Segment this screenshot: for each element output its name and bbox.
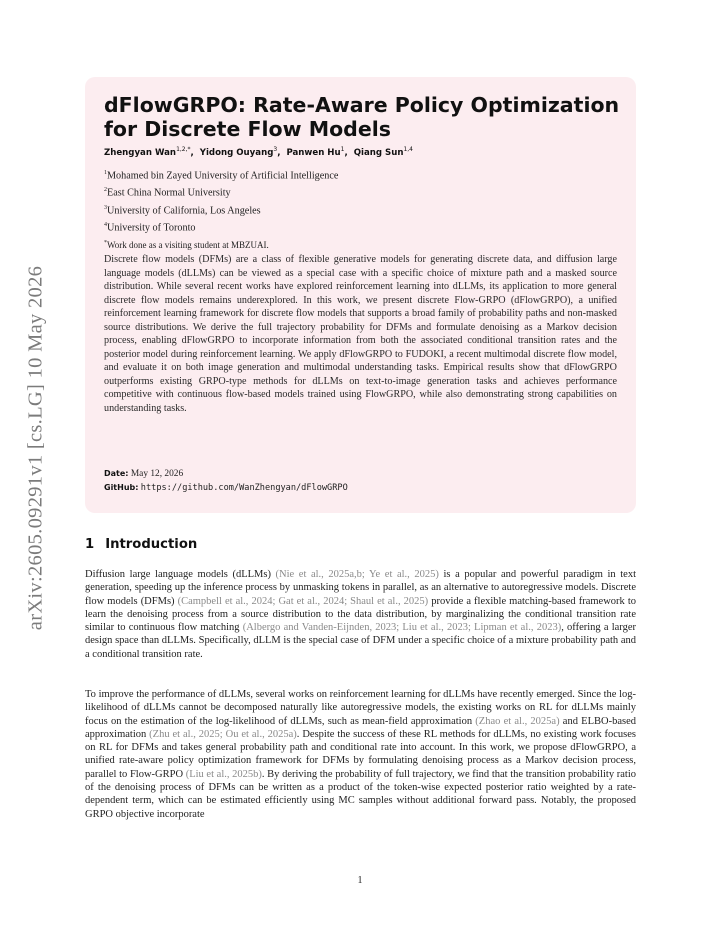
affiliation xyxy=(104,166,338,183)
section-number: 1 xyxy=(85,537,95,552)
paragraph-text: provide a flexible matching-based framework to learn the denoising process from a source distribution to the data distribution, by marginalizing the conditional transition rate similar to continuous flow matching xyxy=(85,595,636,634)
paragraph-text: and ELBO-based approximation xyxy=(85,715,636,740)
paper-title: dFlowGRPO: Rate-Aware Policy Optimization for Discrete Flow Models xyxy=(104,93,620,141)
paragraph-text: . By deriving the probability of full trajectory, we find that the transition probability ratio of the denoising process of DFMs can be written as a product of the token-wise expected posterior ratio weighted by a rate-dependent term, which can be estimated efficiently using MC samples without additional forward pass. Notably, the proposed GRPO objective incorporate xyxy=(85,768,636,820)
paragraph-1 xyxy=(85,568,636,661)
work-note xyxy=(104,236,338,252)
paragraph-text: is a popular and powerful paradigm in text generation, speeding up the inference process by unmasking tokens in parallel, as an alternative to autoregressive models. Discrete flow models (DFMs) xyxy=(85,569,636,607)
section-heading xyxy=(85,537,197,552)
page-number: 1 xyxy=(357,875,363,886)
affiliation-sup: 2 xyxy=(104,187,107,194)
citation-link[interactable]: (Nie et al., 2025a,b; Ye et al., 2025) xyxy=(275,569,439,580)
citation-link[interactable]: (Zhao et al., 2025a) xyxy=(475,715,560,727)
author-list: Zhengyan Wan$^{1,2,*}$, Yidong Ouyang$^3$, Panwen Hu$^1$, Qiang Sun$^{1,4}$ xyxy=(104,146,413,158)
affiliation xyxy=(104,201,338,218)
affiliation-text: Mohamed bin Zayed University of Artificial Intelligence xyxy=(107,170,339,182)
date-label: Date: xyxy=(104,469,129,478)
author-sup: 1 xyxy=(340,146,345,153)
citation-link[interactable]: (Liu et al., 2025b) xyxy=(185,768,262,780)
note-text: Work done as a visiting student at MBZUAI. xyxy=(107,239,269,250)
author-name: Panwen Hu xyxy=(286,147,341,158)
abstract: Discrete flow models (DFMs) are a class of flexible generative models for generating discrete data, and diffusion large language models (dLLMs) can be viewed as a special case with a specific choice of mixture path and a masked source distribution. While several recent works have explored reinforcement learning into dLLMs, its application to more general discrete flow models remains underexplored. In this work, we present discrete Flow-GRPO (dFlowGRPO), a unified reinforcement learning framework for discrete flow models that supports a broad family of probability paths and non-masked source distributions. We derive the full trajectory probability for DFMs and formulate denoising as a Markov decision process, enabling dFlowGRPO to incorporate information from both the associated conditional transition rates and the posterior model during reinforcement learning. We apply dFlowGRPO to FUDOKI, a recent multimodal discrete flow model, and evaluate it on both image generation and multimodal understanding tasks. Empirical results show that dFlowGRPO outperforms existing GRPO-type methods for dLLMs on text-to-image generation tasks and achieves performance competitive with continuous flow-based models trained using FlowGRPO, while also demonstrating strong capabilities on understanding tasks. xyxy=(104,254,617,415)
affiliation-text: University of Toronto xyxy=(107,222,196,234)
github-link[interactable]: https://github.com/WanZhengyan/dFlowGRPO xyxy=(140,483,348,493)
date-line xyxy=(104,467,348,481)
paragraph-text: . Despite the success of these RL methods for dLLMs, no existing work focuses on RL for DFMs and takes general probability path and conditional rate into account. In this work, we propose dFlowGRPO, a unified rate-aware policy optimization framework for DFMs by formulating denoising process as a Markov decision process, parallel to Flow-GRPO xyxy=(85,728,636,780)
paragraph-text: Diffusion large language models (dLLMs) xyxy=(85,569,276,580)
arxiv-stamp: arXiv:2605.09291v1 [cs.LG] 10 May 2026 xyxy=(24,265,47,631)
citation-link[interactable]: (Albergo and Vanden-Eijnden, 2023; Liu et al., 2023; Lipman et al., 2023) xyxy=(242,622,562,634)
affiliation-sup: 1 xyxy=(104,170,107,176)
citation-link[interactable]: (Zhu et al., 2025; Ou et al., 2025a) xyxy=(149,728,297,740)
paragraph-text: , offering a larger design space than dLLMs. Specifically, dLLM is the special case of DFM under a specific choice of a mixture probability path and a conditional transition rate. xyxy=(85,622,636,660)
paper-meta xyxy=(104,467,348,495)
author-sup: 1,4 xyxy=(403,146,413,153)
author-name: Zhengyan Wan xyxy=(104,147,177,158)
author-sup: 3 xyxy=(273,146,278,153)
author-name: Yidong Ouyang xyxy=(199,147,274,158)
github-line xyxy=(104,481,348,495)
paragraph-2 xyxy=(85,688,636,821)
affiliation-sup: 4 xyxy=(104,222,107,229)
author-sup: 1,2,* xyxy=(176,146,191,153)
affiliation xyxy=(104,183,338,200)
affiliation-text: University of California, Los Angeles xyxy=(107,205,261,217)
date-value: May 12, 2026 xyxy=(130,469,184,479)
affiliations xyxy=(104,166,338,252)
affiliation-text: East China Normal University xyxy=(107,187,231,199)
section-title: Introduction xyxy=(105,537,198,552)
citation-link[interactable]: (Campbell et al., 2024; Gat et al., 2024; Shaul et al., 2025) xyxy=(177,595,429,607)
paragraph-text: To improve the performance of dLLMs, several works on reinforcement learning for dLLMs have recently emerged. Since the log-likelihood of dLLMs cannot be decomposed naturally like autoregressive models, the existing works on RL for dLLMs mainly focus on the estimation of the log-likelihood of dLLMs, such as mean-field approximation xyxy=(85,689,636,727)
author-name: Qiang Sun xyxy=(353,147,404,158)
note-sup: * xyxy=(104,239,107,246)
affiliation xyxy=(104,218,338,235)
github-label: GitHub: xyxy=(104,483,139,492)
affiliation-sup: 3 xyxy=(104,204,107,211)
